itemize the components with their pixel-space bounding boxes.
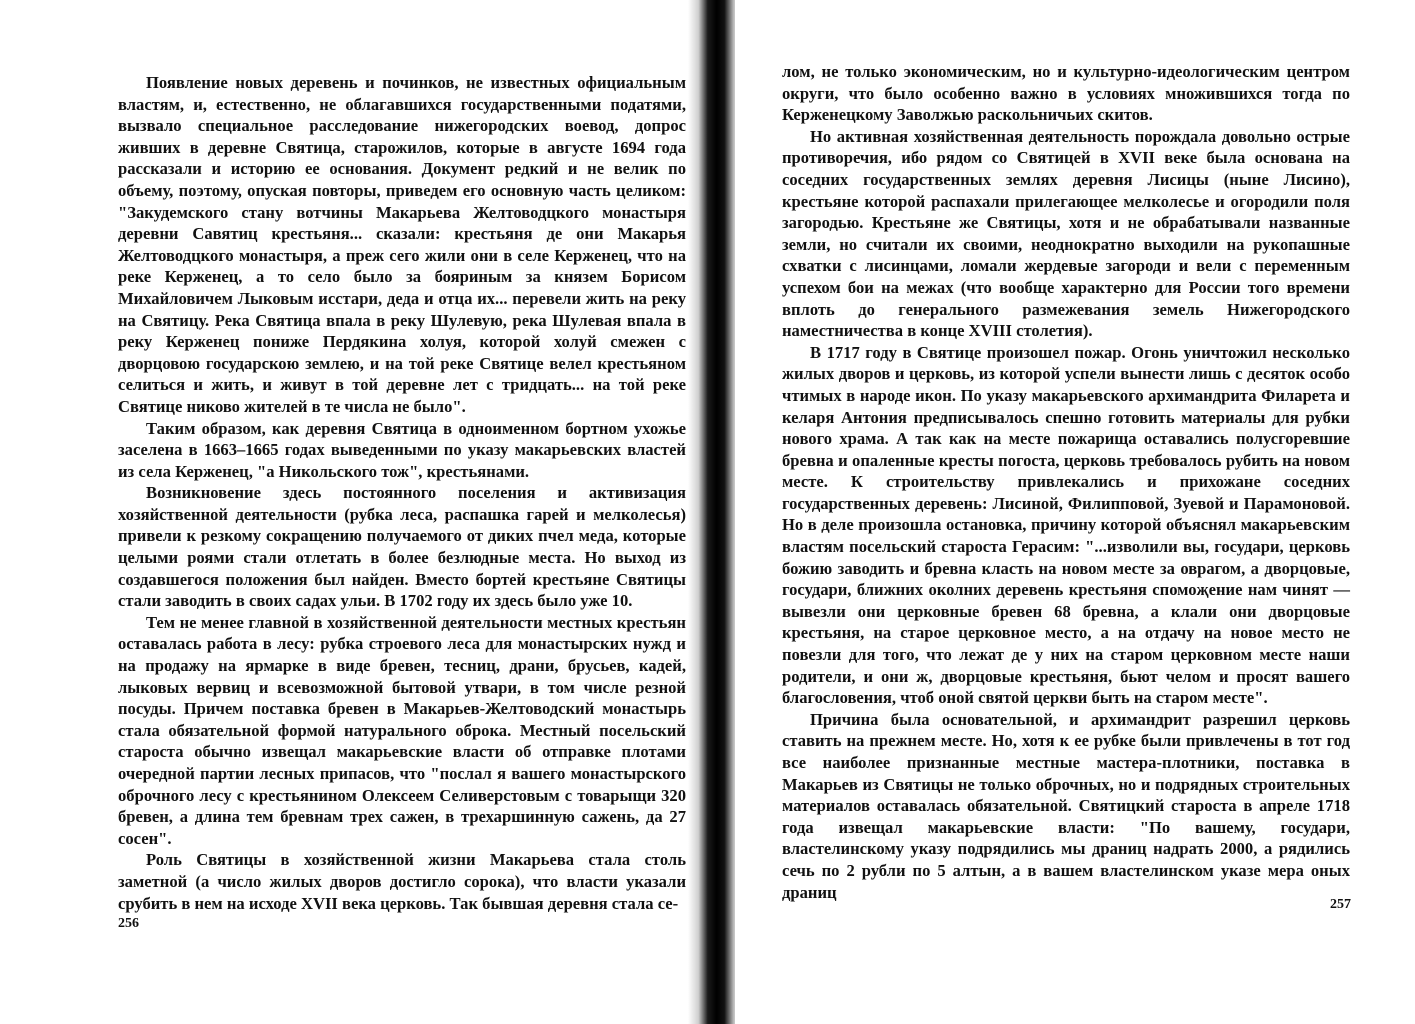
paragraph: Но активная хозяйственная деятельность порождала довольно острые противоречия, ибо рядом со Святицей в XVII веке была основана на соседних государственных землях деревня Лисицы (ныне Лисино), крестьяне которой распахали прилегающее мелколесье и огородили поля загородью. Крестьяне же Святицы, хотя и не обрабатывали названные земли, но считали их своими, неоднократно выходили на рукопашные схватки с лисинцами, ломали жердевые загороди и вели с переменным успехом бои на межах (что вообще характерно для России того времени вплоть до генерального размежевания земель Нижегородского наместничества в конце XVIII столетия). xyxy=(782,126,1350,341)
paragraph: Появление новых деревень и починков, не известных официальным властям, и, естественно, не облагавшихся государственными податями, вызвало специальное расследование нижегородских воевод, допрос живших в деревне Святица, старожилов, которые в августе 1694 года рассказали и историю ее основания. Документ редкий и не велик по объему, поэтому, опуская повторы, приведем его основную часть целиком: "Закудемского стану вотчины Макарьева Желтоводцкого монастыря деревни Савятиц крестьяня... сказали: крестьяня де они Макарья Желтоводцкого монастыря, а преж сего жили они в селе Керженец, что на реке Керженец, а то село было за бояриным за князем Борисом Михайловичем Лыковым исстари, деда и отца их... перевели жить на реку на Святицу. Река Святица впала в реку Шулевую, река Шулевая впала в реку Керженец пониже Пердякина холуя, которой холуй смежен с дворцовою государскою землею, и на той реке Святице велел крестьяном селиться и жить, и живут в той деревне лет с тридцать... на той реке Святице никово жителей в те числа не было". xyxy=(118,73,686,416)
paragraph: Возникновение здесь постоянного поселения и активизация хозяйственной деятельности (рубка леса, распашка гарей и мелколесья) привели к резкому сокращению получаемого от диких пчел меда, которые целыми роями стали отлетать в более безлюдные места. Но выход из создавшегося положения был найден. Вместо бортей крестьяне Святицы стали заводить в своих садах ульи. В 1702 году их здесь было уже 10. xyxy=(118,483,686,611)
right-page-text xyxy=(782,61,1350,903)
paragraph: лом, не только экономическим, но и культурно-идеологическим центром округи, что было особенно важно в условиях множившихся тогда по Керженецкому Заволжью раскольничьих скитов. xyxy=(782,62,1350,125)
paragraph: Роль Святицы в хозяйственной жизни Макарьева стала столь заметной (а число жилых дворов достигло сорока), что власти указали срубить в нем на исходе XVII века церковь. Так бывшая деревня стала се- xyxy=(118,850,686,913)
paragraph: Тем не менее главной в хозяйственной деятельности местных крестьян оставалась работа в лесу: рубка строевого леса для монастырских нужд и на продажу на ярмарке в виде бревен, тесниц, драни, брусьев, кадей, лыковых вервиц и всевозможной бытовой утвари, в том числе резной посуды. Причем поставка бревен в Макарьев-Желтоводский монастырь стала обязательной формой натурального оброка. Местный посельский староста обычно извещал макарьевские власти об отправке плотами очередной партии лесных припасов, что "послал я вашего монастырского оброчного лесу с крестьянином Олексеем Селиверстовым с товарыщи 320 бревен, а длина тем бревнам трех сажен, в трехаршинную сажень, да 27 сосен". xyxy=(118,612,686,848)
paragraph: Причина была основательной, и архимандрит разрешил церковь ставить на прежнем месте. Но, хотя к ее рубке были привлечены в тот год все наиболее признанные местные мастера-плотники, поставка в Макарьев из Святицы не только оброчных, но и подрядных строительных материалов оставалась обязательной. Святицкий староста в апреле 1718 года извещал макарьевские власти: "По вашему, государи, властелинскому указу подрядились мы драниц надрать 2000, а рядились сечь по 2 рубли по 5 алтын, а в вашем властелинском указе мера оных драниц xyxy=(782,709,1350,902)
page-number-left: 256 xyxy=(118,916,139,931)
book-gutter xyxy=(688,0,740,1024)
left-page-text xyxy=(118,72,686,914)
left-page xyxy=(0,0,705,1024)
page-number-right: 257 xyxy=(1330,897,1351,912)
paragraph: В 1717 году в Святице произошел пожар. Огонь уничтожил несколько жилых дворов и церковь, из которой успели вынести лишь с десяток особо чтимых в народе икон. По указу макарьевского архимандрита Филарета и келаря Антония предписывалось спешно готовить материалы для рубки нового храма. А так как на месте пожарища оставались полусгоревшие бревна и опаленные кресты погоста, церковь требовалось рубить на новом месте. К строительству привлекались и прихожане соседних государственных деревень: Лисиной, Филипповой, Зуевой и Парамоновой. Но в деле произошла остановка, причину которой объяснял макарьевским властям посельский староста Герасим: "...изволили вы, государи, церковь божию заводить и бревна класть на новом месте за оврагом, а дворцовые, государи, ближних околних деревень крестьяня спомоҗение нам чинят — вывезли они церковные бревен 68 бревна, а клали они дворцовые крестьяня, на старое церковное место, а на отдачу на новое место не повезли для того, что лежат де у них на старом церковном месте наши родители, и они ж, дворцовые крестьяня, бьют челом и просят вашего благословения, чтоб оной святой церкви быть на старом месте". xyxy=(782,342,1350,708)
paragraph: Таким образом, как деревня Святица в одноименном бортном ухожье заселена в 1663–1665 годах выведенными по указу макарьевских властей из села Керженец, "а Никольского тож", крестьянами. xyxy=(118,418,686,481)
